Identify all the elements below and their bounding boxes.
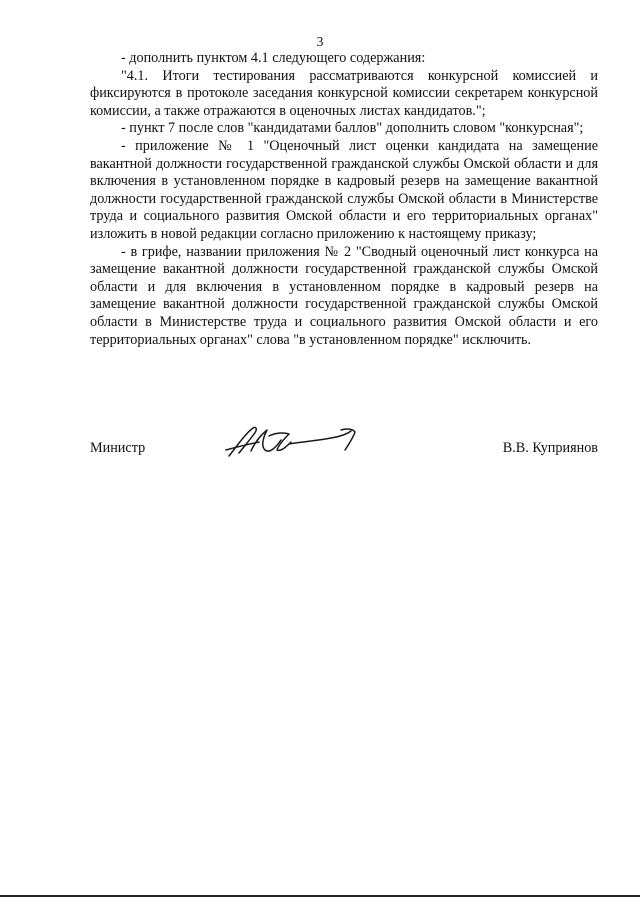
paragraph-appendix-2: - в грифе, названии приложения № 2 "Сводный оценочный лист конкурса на замещение вакантной должности государственной гражданской службы Омской области и для включения в установленном порядке в кадровый резерв на замещение вакантной должности государственной гражданской службы Омской области в Министерстве труда и социального развития Омской области и его территориальных органах" слова "в установленном порядке" исключить. bbox=[90, 243, 598, 348]
paragraph-add-clause: - дополнить пунктом 4.1 следующего содержания: bbox=[121, 50, 426, 66]
paragraph-clause-7: - пункт 7 после слов "кандидатами баллов" дополнить словом "конкурсная"; bbox=[121, 120, 584, 137]
signature-block bbox=[90, 436, 598, 466]
signatory-title: Министр bbox=[90, 440, 146, 456]
paragraph-appendix-1: - приложение № 1 "Оценочный лист оценки кандидата на замещение вакантной должности государственной гражданской службы Омской области и для включения в установленном порядке в кадровый резерв на замещение вакантной должности государственной гражданской службы Омской области в Министерстве труда и социального развития Омской области и его территориальных органах" изложить в новой редакции согласно приложению к настоящему приказу; bbox=[90, 137, 598, 242]
handwritten-signature bbox=[223, 420, 363, 464]
page-edge-rule bbox=[0, 895, 640, 897]
page-number: 3 bbox=[316, 34, 324, 49]
signatory-name: В.В. Куприянов bbox=[502, 440, 598, 456]
paragraph-clause-4-1: "4.1. Итоги тестирования рассматриваются конкурсной комиссией и фиксируются в протоколе заседания конкурсной комиссии секретарем конкурсной комиссии, а также отражаются в оценочных листах кандидатов."; bbox=[90, 67, 598, 119]
document-body bbox=[90, 50, 598, 349]
